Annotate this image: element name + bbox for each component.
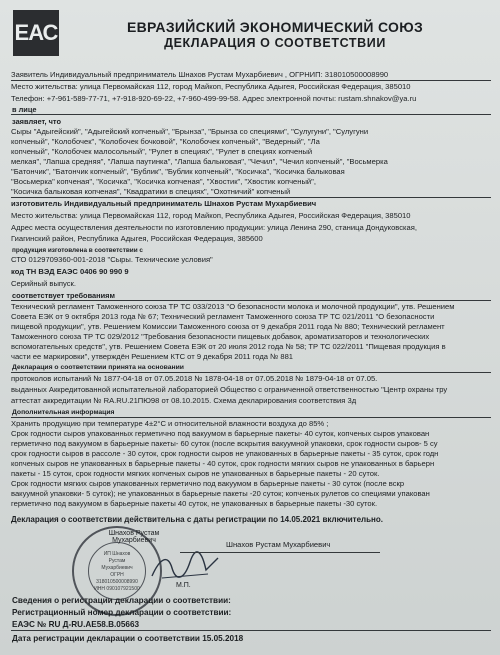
protocols-line: протоколов испытаний № 1877-04-18 от 07.05.2018 № 1878-04-18 от 07.05.2018 № 1879-04-18 от 07.05. — [11, 374, 378, 383]
additional-info-label: Дополнительная информация — [12, 409, 115, 416]
eac-logo: ЕАС — [13, 10, 59, 56]
storage-line: пакеты - 15 суток, срок годности мягких копченых сыров не упакованных в барьерные пакеты - 20 суток. — [11, 469, 380, 478]
standard-line: СТО 0129709360-001-2018 "Сыры. Технические условия" — [11, 255, 213, 264]
signer-name-block: Шнахов Рустам Мухарбиевич — [108, 530, 160, 544]
production-address: Гиагинский район, Республика Адыгея, Российская Федерация, 385600 — [11, 234, 263, 243]
stamp-center: ИП Шнахов Рустам Мухарбиевич ОГРН 318010500008990 ИНН 090107921500 — [88, 542, 146, 600]
manufacturer-line: изготовитель Индивидуальный предприниматель Шнахов Рустам Мухарбиевич — [11, 199, 317, 208]
signer-full-name: Шнахов Рустам Мухарбиевич — [226, 540, 331, 549]
regulation-line: пищевой продукции", утв. Решением Комиссии Таможенного союза от 9 декабря 2011 года № 880; Технический регламент — [11, 322, 445, 331]
registration-number-label: Регистрационный номер декларации о соответствии: — [12, 608, 232, 617]
storage-line: Хранить продукцию при температуре 4±2°С и относительной влажности воздуха до 85% ; — [11, 419, 329, 428]
page-subtitle: ДЕКЛАРАЦИЯ О СООТВЕТСТВИИ — [164, 36, 386, 50]
storage-line: Срок годности сыров упакованных герметично под вакуумом в барьерные пакеты- 40 суток, копченых сыров упакован — [11, 429, 430, 438]
product-line: "Восьмерка" копченая", "Косичка", "Косичка копченая", "Хвостик", "Хвостик копченый", — [11, 177, 316, 186]
mp-label: М.П. — [176, 582, 191, 589]
validity-line: Декларация о соответствии действительна с даты регистрации по 14.05.2021 включительно. — [11, 515, 383, 524]
divider — [11, 197, 491, 198]
manufactured-per-label: продукция изготовлена в соответствии с — [12, 247, 143, 254]
regulation-line: вспомогательных средств", утв. Решением Совета ЕЭК от 20 июля 2012 года № 58; ТР ТС 022/2011 "Пищевая продукция в — [11, 342, 446, 351]
regulation-line: Совета ЕЭК от 9 октября 2013 года № 67; Технический регламент Таможенного союза ТР ТС 021/2011 "О безопасности — [11, 312, 435, 321]
production-address: Адрес места осуществления деятельности по изготовлению продукции: улица Ленина 290, станица Дондуковская, — [11, 223, 417, 232]
storage-line: герметично под вакуумом в барьерные пакеты- 60 суток (после вскрытия вакуумной упаковки, срок годности сыров- 5 су — [11, 439, 438, 448]
product-line: Сыры "Адыгейский", "Адыгейский копченый", "Брынза", "Брынза со специями", "Сулугуни", "Сулугуни — [11, 127, 369, 136]
signature-line — [180, 552, 380, 553]
divider — [11, 114, 491, 115]
page-title: ЕВРАЗИЙСКИЙ ЭКОНОМИЧЕСКИЙ СОЮЗ — [126, 19, 424, 35]
product-line: "Батончик", "Батончик копченый", "Бублик", "Бублик копченый", "Косичка", "Косичка балыковая — [11, 167, 345, 176]
divider — [11, 80, 491, 81]
protocols-line: выданных Аккредитованной испытательной лабораторией Общество с ограниченной ответственностью "Центр охраны тру — [11, 385, 448, 394]
registration-date: Дата регистрации декларации о соответствии 15.05.2018 — [12, 634, 244, 643]
registration-number: ЕАЭС № RU Д-RU.АЕ58.В.05663 — [12, 620, 140, 629]
divider — [11, 372, 491, 373]
basis-label: Декларация о соответствии принята на основании — [12, 364, 184, 371]
regulation-line: части ее маркировки", утверждён Решением КТС от 9 декабря 2011 года № 881 — [11, 352, 294, 361]
registration-info-label: Сведения о регистрации декларации о соответствии: — [12, 596, 231, 605]
storage-line: копченых сыров не упакованных в барьерные пакеты - 40 суток, срок годности мягких сыров не упакованных в барьерн — [11, 459, 435, 468]
storage-line: герметично под вакуумом в барьерные пакеты 40 суток, не упакованных в барьерные пакеты -30 суток. — [11, 499, 378, 508]
residence-line: Место жительства: улица Первомайская 112, город Майкоп, Республика Адыгея, Российская Федерация, 385010 — [11, 82, 411, 91]
declares-label: заявляет, что — [12, 117, 61, 126]
product-line: мелкая", "Лапша средняя", "Лапша паутинка", "Лапша балыковая", "Чечил", "Чечил копченый", "Восьмерка — [11, 157, 388, 166]
applicant-line: Заявитель Индивидуальный предприниматель Шнахов Рустам Мухарбиевич , ОГРНИП: 318010500008990 — [11, 70, 389, 79]
phone-line: Телефон: +7-961-589-77-71, +7-918-920-69-22, +7-960-499-99-58. Адрес электронной почты: rustam.shnakov@ya.ru — [11, 94, 417, 103]
product-line: "Косичка балыковая копченая", "Квадратики в специях", "Охотничий" копченый — [11, 187, 291, 196]
protocols-line: аттестат аккредитации № RA.RU.21ПЮ98 от 08.10.2015. Схема декларирования соответствия 3д — [11, 396, 357, 405]
storage-line: вакуумной упаковки- 5 суток); не упакованных в барьерные пакеты -20 суток; копченых рулетов со специями упакован — [11, 489, 430, 498]
serial-line: Серийный выпуск. — [11, 279, 76, 288]
divider — [11, 300, 491, 301]
divider — [11, 417, 491, 418]
requirements-label: соответствует требованиям — [12, 291, 115, 300]
regulation-line: Таможенного союза ТР ТС 029/2012 "Требования безопасности пищевых добавок, ароматизаторов и технологических — [11, 332, 430, 341]
product-line: копченый", "Колобочек", "Колобочек бочковой", "Колобочек копченый", "Ведерный", "Ла — [11, 137, 320, 146]
handwritten-signature — [150, 548, 220, 584]
storage-line: Срок годности мягких сыров упакованных герметично под вакуумом в барьерные пакеты - 30 суток (после вскр — [11, 479, 405, 488]
in-person-label: в лице — [12, 105, 37, 114]
product-line: копченый", "Колобочек малосольный", "Рулет в специях", "Рулет в специях копченый — [11, 147, 313, 156]
regulation-line: Технический регламент Таможенного союза ТР ТС 033/2013 "О безопасности молока и молочной продукции", утв. Решением — [11, 302, 455, 311]
storage-line: срок годности сыров в рассоле - 30 суток, срок годности сыров не упакованных в барьерные пакеты - 35 суток, срок годн — [11, 449, 439, 458]
divider — [11, 630, 491, 631]
manufacturer-address: Место жительства: улица Первомайская 112, город Майкоп, Республика Адыгея, Российская Федерация, 385010 — [11, 211, 411, 220]
hs-code-line: код ТН ВЭД ЕАЭС 0406 90 990 9 — [11, 267, 129, 276]
